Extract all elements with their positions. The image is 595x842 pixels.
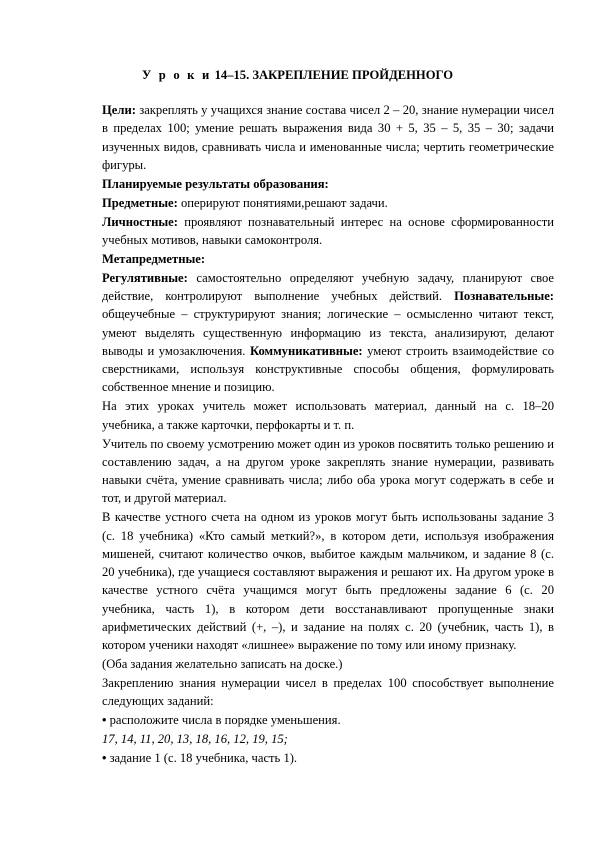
planned-results-heading: Планируемые результаты образования: — [102, 176, 329, 191]
subject-text: оперируют понятиями,решают задачи. — [180, 195, 388, 210]
bullet-task-1: • задание 1 (с. 18 учебника, часть 1). — [102, 749, 554, 767]
regulatory-text: самостоятельно определяют учебную задачу, планируют свое действие, контролируют выполнение учебных действий. — [102, 270, 554, 303]
subject-paragraph — [102, 194, 554, 212]
goals-text: закреплять у учащихся знание состава чисел 2 – 20, знание нумерации чисел в пределах 100; умение решать выражения вида 30 + 5, 35 – 5, 35 – 30; задачи изученных видов, сравнивать числа и именованные числа; чертить геометрические фигуры. — [102, 103, 554, 172]
paragraph-materials: На этих уроках учитель может использовать материал, данный на с. 18–20 учебника, а также карточки, перфокарты и т. п. — [102, 399, 554, 432]
cognitive-label: Познавательные: — [454, 288, 554, 303]
communicative-text: умеют строить взаимодействие со сверстниками, используя конструктивные способы общения, формулировать собственное мнение и позицию. — [102, 343, 555, 395]
number-sequence: 17, 14, 11, 20, 13, 18, 16, 12, 19, 15; — [102, 732, 288, 747]
personal-paragraph — [102, 213, 554, 250]
personal-text: проявляют познавательный интерес на основе сформированности учебных мотивов, навыки самоконтроля. — [102, 214, 554, 247]
cognitive-text: общеучебные – структурируют знания; логические – осмысленно читают текст, умеют выделять существенную информацию из текста, анализируют, делают выводы и умозаключения. — [102, 307, 554, 358]
document-body — [102, 101, 554, 768]
subject-label: Предметные: — [102, 195, 178, 210]
paragraph-oral-count: В качестве устного счета на одном из уроков могут быть использованы задание 3 (с. 18 учебника) «Кто самый меткий?», в котором дети, используя изображения мишеней, считают количество очков, выбитое каждым мальчиком, и задание 8 (с. 20 учебника), где учащиеся составляют выражения и решают их. На другом уроке в качестве устного счёта учащимся могут быть предложены задание 6 (с. 20 учебника, часть 1), в котором дети восстанавливают пропущенные знаки арифметических действий (+, –), и задание на полях с. 20 (учебник, часть 1), в котором ученики находят «лишнее» выражение по тому или иному признаку. — [102, 510, 554, 653]
paragraph-teacher-choice: Учитель по своему усмотрению может один из уроков посвятить только решению и составлению задач, а на другом уроке закреплять знание нумерации, развивать навыки счёта, умение сравнивать числа; либо оба урока могут содержать в себе и тот, и другой материал. — [102, 436, 554, 506]
title-text: 14–15. ЗАКРЕПЛЕНИЕ ПРОЙДЕННОГО — [214, 68, 454, 82]
goals-label: Цели: — [102, 103, 136, 117]
title-prefix: У р о к и — [141, 68, 212, 82]
regulatory-paragraph — [102, 269, 554, 397]
regulatory-label: Регулятивные: — [102, 270, 188, 285]
goals-paragraph — [102, 101, 554, 174]
communicative-label: Коммуникативные: — [249, 343, 363, 358]
bullet-order-numbers: • расположите числа в порядке уменьшения. — [102, 711, 554, 729]
lesson-title — [0, 66, 595, 84]
paragraph-numeration: Закреплению знания нумерации чисел в пределах 100 способствует выполнение следующих заданий: — [102, 676, 554, 709]
personal-label: Личностные: — [102, 214, 178, 229]
paragraph-board-note: (Оба задания желательно записать на доске.) — [102, 657, 343, 672]
meta-heading: Метапредметные: — [102, 251, 206, 266]
